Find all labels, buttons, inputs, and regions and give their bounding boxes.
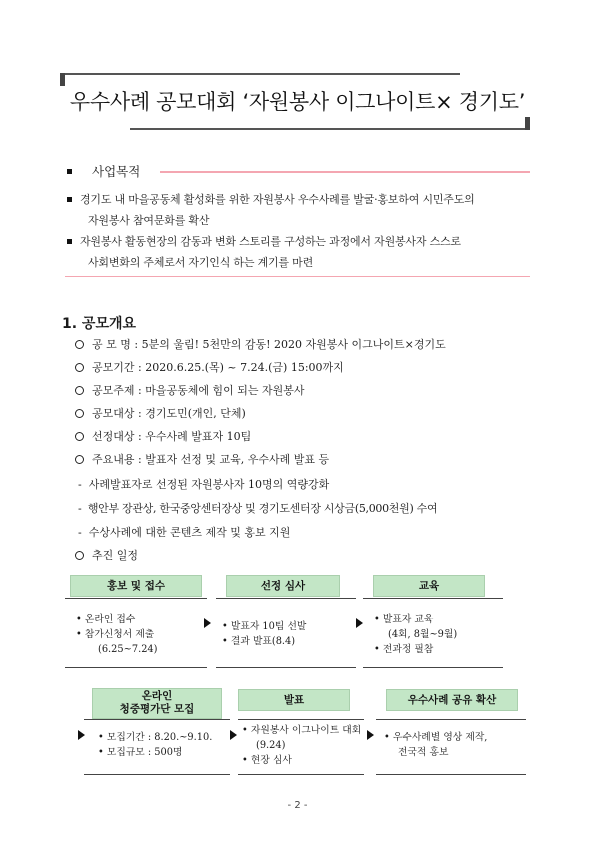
purpose-bottom-divider	[65, 276, 530, 277]
flow-top-line	[216, 598, 356, 599]
overview-row: 공모기간 : 2020.6.25.(목) ~ 7.24.(금) 15:00까지	[75, 359, 344, 375]
title-frame-top-corner	[60, 73, 65, 86]
row-label: 선정대상	[92, 430, 135, 443]
flow-list: • 온라인 접수 • 참가신청서 제출 (6.25~7.24)	[76, 614, 158, 655]
circle-bullet-icon	[75, 409, 84, 418]
flow-list: • 자원봉사 이그나이트 대회 (9.24) • 현장 심사	[242, 725, 362, 766]
flow-tag-audience: 온라인 청중평가단 모집	[92, 688, 222, 719]
flow-top-line	[376, 719, 526, 720]
row-value: 5분의 울림! 5천만의 감동! 2020 자원봉사 이그나이트×경기도	[141, 338, 446, 351]
flow-tag-sharing: 우수사례 공유 확산	[386, 689, 518, 711]
overview-sub-item: - 수상사례에 대한 콘텐츠 제작 및 홍보 지원	[78, 526, 291, 539]
page-number: - 2 -	[287, 800, 308, 811]
purpose-divider	[160, 171, 530, 173]
title-frame-top-line	[60, 73, 460, 75]
purpose-item-line2: 사회변화의 주체로서 자기인식 하는 계기를 마련	[88, 256, 314, 269]
schedule-label-row	[75, 547, 138, 563]
title-frame-bottom-corner	[525, 117, 530, 130]
row-label: 주요내용	[92, 453, 135, 466]
circle-bullet-icon	[75, 386, 84, 395]
flow-tag-presentation: 발표	[238, 689, 350, 711]
row-label: 공 모 명	[92, 338, 131, 351]
square-bullet-icon	[67, 169, 72, 174]
row-value: 2020.6.25.(목) ~ 7.24.(금) 15:00까지	[145, 361, 344, 374]
flow-top-line	[65, 598, 207, 599]
flow-bottom-line	[84, 774, 230, 775]
circle-bullet-icon	[75, 551, 84, 560]
flow-list: • 모집기간 : 8.20.~9.10. • 모집규모 : 500명	[98, 732, 213, 758]
flow-top-line	[84, 719, 230, 720]
flow-top-line	[238, 719, 364, 720]
flow-bottom-line	[238, 774, 364, 775]
purpose-item-line1: 경기도 내 마을공동체 활성화를 위한 자원봉사 우수사례를 발굴·홍보하여 시민주도의	[80, 193, 475, 206]
flow-bottom-line	[65, 667, 207, 668]
purpose-item	[80, 231, 461, 273]
row-label: 공모주제	[92, 384, 135, 397]
flow-arrow-icon	[356, 618, 363, 628]
flow-tag-selection: 선정 심사	[226, 575, 340, 597]
overview-sub-item: - 사례발표자로 선정된 자원봉사자 10명의 역량강화	[78, 478, 330, 491]
row-value: 발표자 선정 및 교육, 우수사례 발표 등	[145, 453, 330, 466]
schedule-label: 추진 일정	[92, 549, 139, 562]
flow-tag-promotion: 홍보 및 접수	[70, 575, 202, 597]
purpose-heading: 사업목적	[92, 164, 141, 179]
purpose-item	[80, 189, 475, 231]
title-frame-bottom-line	[130, 128, 530, 130]
flow-list: • 우수사례별 영상 제작, 전국적 홍보	[384, 732, 488, 758]
flow-arrow-icon	[204, 618, 211, 628]
section-heading: 1. 공모개요	[62, 316, 137, 332]
row-label: 공모기간	[92, 361, 135, 374]
flow-arrow-icon	[230, 730, 237, 740]
circle-bullet-icon	[75, 432, 84, 441]
circle-bullet-icon	[75, 340, 84, 349]
page-title: 우수사례 공모대회 ‘자원봉사 이그나이트× 경기도’	[69, 90, 526, 114]
overview-row: 주요내용 : 발표자 선정 및 교육, 우수사례 발표 등	[75, 451, 329, 467]
flow-bottom-line	[376, 774, 526, 775]
overview-sub-item: - 행안부 장관상, 한국중앙센터장상 및 경기도센터장 시상금(5,000천원) 수여	[78, 502, 438, 515]
square-bullet-icon	[67, 197, 72, 202]
flow-list: • 발표자 10팀 선발 • 결과 발표(8.4)	[222, 621, 307, 647]
flow-tag-education: 교육	[373, 575, 485, 597]
purpose-item-line1: 자원봉사 활동현장의 감동과 변화 스토리를 구성하는 과정에서 자원봉사자 스스로	[80, 235, 461, 248]
circle-bullet-icon	[75, 455, 84, 464]
purpose-item-line2: 자원봉사 참여문화를 확산	[88, 214, 210, 227]
overview-row: 공모주제 : 마을공동체에 힘이 되는 자원봉사	[75, 382, 305, 398]
square-bullet-icon	[67, 239, 72, 244]
flow-arrow-icon	[367, 730, 374, 740]
flow-bottom-line	[216, 667, 356, 668]
row-label: 공모대상	[92, 407, 135, 420]
overview-row: 선정대상 : 우수사례 발표자 10팀	[75, 428, 251, 444]
row-value: 우수사례 발표자 10팀	[145, 430, 252, 443]
flow-top-line	[363, 598, 503, 599]
flow-arrow-icon	[78, 730, 85, 740]
overview-row: 공모대상 : 경기도민(개인, 단체)	[75, 405, 246, 421]
circle-bullet-icon	[75, 363, 84, 372]
row-value: 마을공동체에 힘이 되는 자원봉사	[145, 384, 305, 397]
overview-row: 공 모 명 : 5분의 울림! 5천만의 감동! 2020 자원봉사 이그나이트×경기도	[75, 336, 446, 352]
flow-list: • 발표자 교육 (4회, 8월~9월) • 전과정 필참	[374, 614, 458, 655]
flow-bottom-line	[363, 667, 503, 668]
row-value: 경기도민(개인, 단체)	[145, 407, 246, 420]
